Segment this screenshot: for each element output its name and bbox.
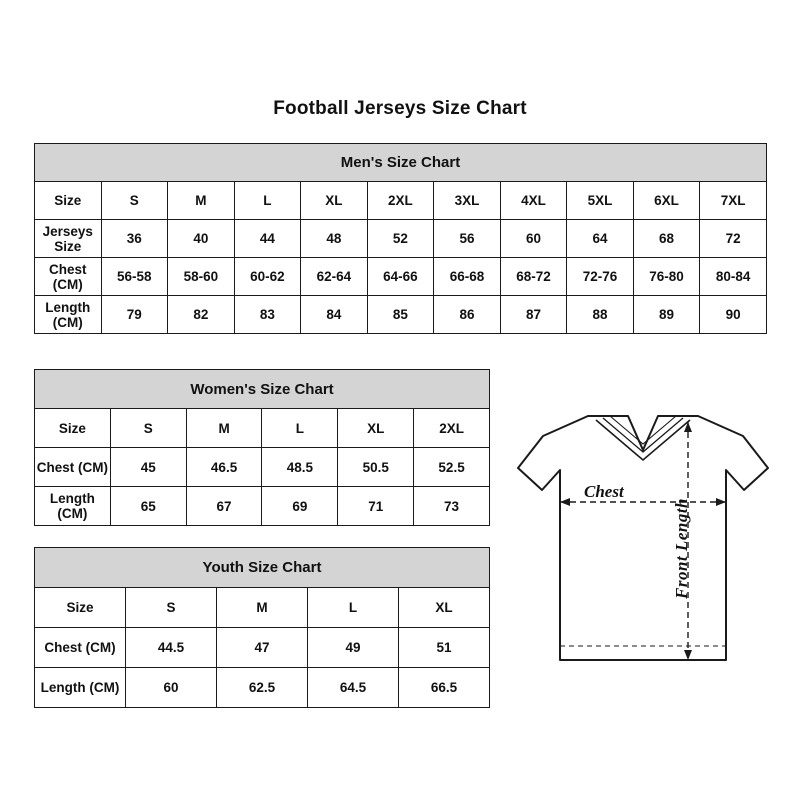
- table-row: [35, 258, 767, 296]
- cell: XL: [399, 588, 490, 628]
- cell: 67: [186, 487, 262, 526]
- cell: 68-72: [500, 258, 567, 296]
- youth-table-caption: Youth Size Chart: [35, 548, 490, 588]
- cell: 66-68: [434, 258, 501, 296]
- cell: 83: [234, 296, 301, 334]
- cell: 87: [500, 296, 567, 334]
- page-title: Football Jerseys Size Chart: [273, 98, 527, 119]
- cell: 72: [700, 220, 767, 258]
- cell: 44.5: [126, 628, 217, 668]
- row-label: Chest (CM): [35, 628, 126, 668]
- cell: 49: [308, 628, 399, 668]
- row-label: Size: [35, 588, 126, 628]
- cell: XL: [301, 182, 368, 220]
- table-row: [35, 220, 767, 258]
- cell: 73: [414, 487, 490, 526]
- cell: 69: [262, 487, 338, 526]
- cell: 40: [168, 220, 235, 258]
- table-row: [35, 628, 490, 668]
- cell: L: [308, 588, 399, 628]
- row-label: Size: [35, 182, 102, 220]
- cell: 36: [101, 220, 168, 258]
- cell: 71: [338, 487, 414, 526]
- cell: 66.5: [399, 668, 490, 708]
- row-label: Jerseys Size: [35, 220, 102, 258]
- cell: 52.5: [414, 448, 490, 487]
- cell: XL: [338, 409, 414, 448]
- cell: S: [126, 588, 217, 628]
- cell: 79: [101, 296, 168, 334]
- cell: 3XL: [434, 182, 501, 220]
- cell: 47: [217, 628, 308, 668]
- womens-table-caption: Women's Size Chart: [35, 370, 490, 409]
- cell: M: [168, 182, 235, 220]
- cell: 7XL: [700, 182, 767, 220]
- cell: 86: [434, 296, 501, 334]
- cell: M: [217, 588, 308, 628]
- cell: 4XL: [500, 182, 567, 220]
- row-label: Size: [35, 409, 111, 448]
- cell: 56-58: [101, 258, 168, 296]
- row-label: Length (CM): [35, 668, 126, 708]
- cell: S: [110, 409, 186, 448]
- cell: 46.5: [186, 448, 262, 487]
- table-row: [35, 487, 490, 526]
- mens-size-table: [34, 143, 767, 334]
- table-row: [35, 182, 767, 220]
- cell: M: [186, 409, 262, 448]
- cell: 82: [168, 296, 235, 334]
- cell: 84: [301, 296, 368, 334]
- cell: 76-80: [633, 258, 700, 296]
- front-length-measure-label: Front Length: [672, 498, 691, 599]
- cell: 48: [301, 220, 368, 258]
- row-label: Chest (CM): [35, 258, 102, 296]
- table-row: [35, 448, 490, 487]
- cell: S: [101, 182, 168, 220]
- youth-size-table: [34, 547, 490, 708]
- cell: 45: [110, 448, 186, 487]
- cell: 64-66: [367, 258, 434, 296]
- cell: 72-76: [567, 258, 634, 296]
- cell: 89: [633, 296, 700, 334]
- cell: 88: [567, 296, 634, 334]
- cell: 68: [633, 220, 700, 258]
- mens-table-caption: Men's Size Chart: [35, 144, 767, 182]
- cell: 58-60: [168, 258, 235, 296]
- cell: 60: [126, 668, 217, 708]
- cell: 85: [367, 296, 434, 334]
- cell: 65: [110, 487, 186, 526]
- cell: L: [262, 409, 338, 448]
- cell: 62-64: [301, 258, 368, 296]
- jersey-measurement-diagram: [498, 398, 788, 688]
- row-label: Length (CM): [35, 487, 111, 526]
- row-label: Chest (CM): [35, 448, 111, 487]
- table-caption-row: [35, 144, 767, 182]
- womens-size-table: [34, 369, 490, 526]
- cell: 56: [434, 220, 501, 258]
- table-caption-row: [35, 548, 490, 588]
- cell: 2XL: [414, 409, 490, 448]
- table-caption-row: [35, 370, 490, 409]
- chest-measure-label: Chest: [584, 482, 624, 501]
- cell: 44: [234, 220, 301, 258]
- cell: 90: [700, 296, 767, 334]
- cell: 64: [567, 220, 634, 258]
- cell: 64.5: [308, 668, 399, 708]
- cell: 52: [367, 220, 434, 258]
- cell: 48.5: [262, 448, 338, 487]
- table-row: [35, 296, 767, 334]
- table-row: [35, 588, 490, 628]
- table-row: [35, 409, 490, 448]
- cell: 80-84: [700, 258, 767, 296]
- cell: 60-62: [234, 258, 301, 296]
- cell: 62.5: [217, 668, 308, 708]
- cell: 2XL: [367, 182, 434, 220]
- cell: 6XL: [633, 182, 700, 220]
- row-label: Length (CM): [35, 296, 102, 334]
- cell: 50.5: [338, 448, 414, 487]
- cell: 51: [399, 628, 490, 668]
- cell: 5XL: [567, 182, 634, 220]
- cell: L: [234, 182, 301, 220]
- table-row: [35, 668, 490, 708]
- cell: 60: [500, 220, 567, 258]
